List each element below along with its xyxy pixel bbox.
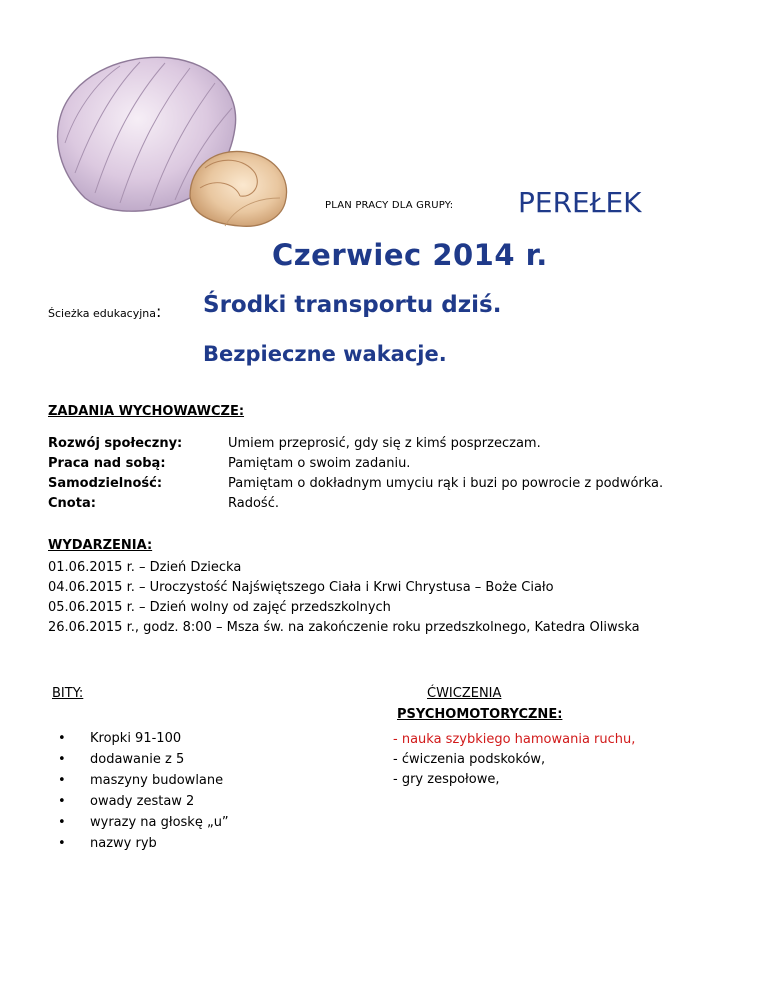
task-label: Samodzielność: [48,476,163,491]
task-row [48,434,663,454]
tasks-heading: ZADANIA WYCHOWAWCZE: [48,404,245,419]
bit-label: dodawanie z 5 [90,752,185,767]
tasks-table [48,434,663,514]
bullet-icon: • [58,731,66,746]
bullet-icon: • [58,773,66,788]
task-value: Pamiętam o swoim zadaniu. [228,456,411,471]
task-value: Radość. [228,496,279,511]
task-value: Pamiętam o dokładnym umyciu rąk i buzi po powrocie z podwórka. [228,476,664,491]
bullet-icon: • [58,815,66,830]
event-item: 05.06.2015 r. – Dzień wolny od zajęć przedszkolnych [48,600,391,615]
educational-path-colon: : [156,302,162,321]
bit-label: wyrazy na głoskę „u” [90,815,229,830]
event-item: 04.06.2015 r. – Uroczystość Najświętszego Ciała i Krwi Chrystusa – Boże Ciało [48,580,554,595]
list-item [52,812,229,833]
exercises-heading-line-1: ĆWICZENIA [427,686,502,701]
educational-path-label-text: Ścieżka edukacyjna [48,307,157,320]
event-item: 01.06.2015 r. – Dzień Dziecka [48,560,242,575]
list-item [52,791,229,812]
exercise-item: - nauka szybkiego hamowania ruchu, [393,732,636,747]
bits-list [52,728,229,854]
list-item [52,749,229,770]
topic-line-1: Środki transportu dziś. [203,292,502,318]
list-item [52,728,229,749]
seashell-illustration [40,48,300,238]
exercise-item: - ćwiczenia podskoków, [393,752,546,767]
bit-label: nazwy ryb [90,836,157,851]
list-item [52,770,229,791]
plan-label: PLAN PRACY DLA GRUPY: [325,200,454,211]
list-item [52,833,229,854]
bullet-icon: • [58,794,66,809]
task-label: Rozwój społeczny: [48,436,183,451]
month-title: Czerwiec 2014 r. [272,238,548,272]
bit-label: Kropki 91-100 [90,731,182,746]
task-label: Cnota: [48,496,96,511]
topic-line-2: Bezpieczne wakacje. [203,342,447,366]
exercise-item: - gry zespołowe, [393,772,500,787]
exercises-list [393,730,635,790]
event-item: 26.06.2015 r., godz. 8:00 – Msza św. na zakończenie roku przedszkolnego, Katedra Oliwska [48,620,640,635]
task-value: Umiem przeprosić, gdy się z kimś posprzeczam. [228,436,541,451]
events-heading: WYDARZENIA: [48,538,153,553]
events-list [48,558,640,638]
bit-label: maszyny budowlane [90,773,224,788]
task-row [48,474,663,494]
bullet-icon: • [58,752,66,767]
task-row [48,494,663,514]
educational-path-label [48,302,161,321]
bit-label: owady zestaw 2 [90,794,195,809]
exercises-heading-line-2: PSYCHOMOTORYCZNE: [397,707,563,722]
group-name: PEREŁEK [518,186,642,219]
task-label: Praca nad sobą: [48,456,166,471]
task-row [48,454,663,474]
bullet-icon: • [58,836,66,851]
bits-heading: BITY: [52,686,84,701]
